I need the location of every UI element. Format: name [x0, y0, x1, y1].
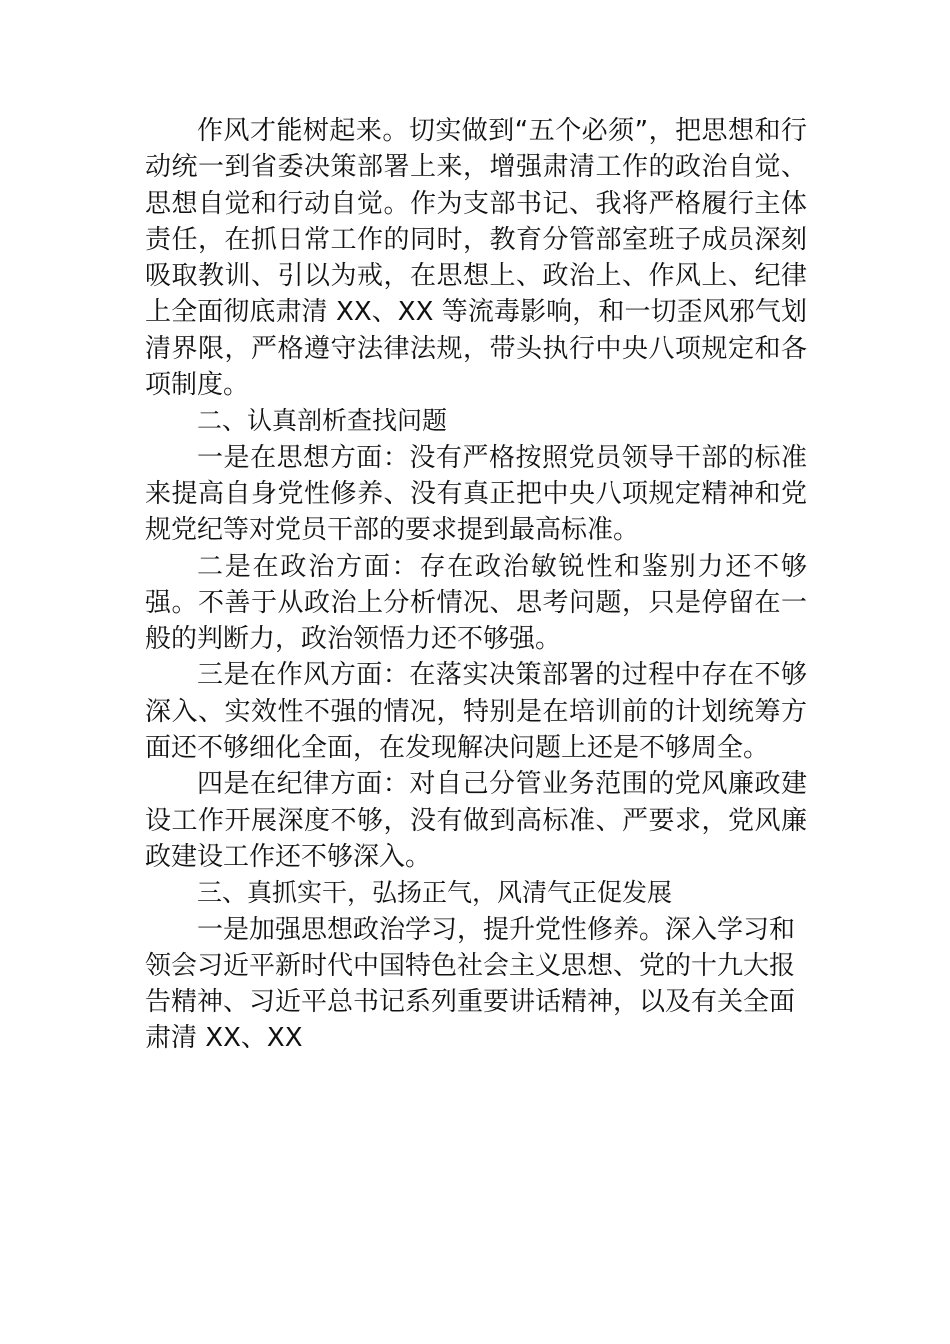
section-heading-2: 二、认真剖析查找问题 [197, 406, 448, 436]
paragraph-study-measures: 一是加强思想政治学习，提升党性修养。深入学习和领会习近平新时代中国特色社会主义思想、党的十九大报告精神、习近平总书记系列重要讲话精神，以及有关全面肃清 XX、XX [145, 914, 796, 1054]
paragraph-discipline-issues: 四是在纪律方面：对自己分管业务范围的党风廉政建设工作开展深度不够，没有做到高标准、严要求，党风廉政建设工作还不够深入。 [145, 769, 807, 872]
paragraph-style-issues: 三是在作风方面：在落实决策部署的过程中存在不够深入、实效性不强的情况，特别是在培训前的计划统筹方面还不够细化全面，在发现解决问题上还是不够周全。 [145, 660, 807, 764]
paragraph-political-issues: 二是在政治方面：存在政治敏锐性和鉴别力还不够强。不善于从政治上分析情况、思考问题，只是停留在一般的判断力，政治领悟力还不够强。 [145, 551, 807, 655]
paragraph-style-commitment: 作风才能树起来。切实做到“五个必须”，把思想和行动统一到省委决策部署上来，增强肃清工作的政治自觉、思想自觉和行动自觉。作为支部书记、我将严格履行主体责任，在抓日常工作的同时，教育分管部室班子成员深刻吸取教训、引以为戒，在思想上、政治上、作风上、纪律上全面彻底肃清 XX、XX 等流毒影响，和一切歪风邪气划清界限，严格遵守法律法规，带头执行中央八项规定和各项制度。 [145, 116, 807, 401]
paragraph-thought-issues: 一是在思想方面：没有严格按照党员领导干部的标准来提高自身党性修养、没有真正把中央八项规定精神和党规党纪等对党员干部的要求提到最高标准。 [145, 442, 807, 546]
section-heading-3: 三、真抓实干，弘扬正气，风清气正促发展 [197, 878, 673, 908]
document-body [145, 113, 807, 1057]
